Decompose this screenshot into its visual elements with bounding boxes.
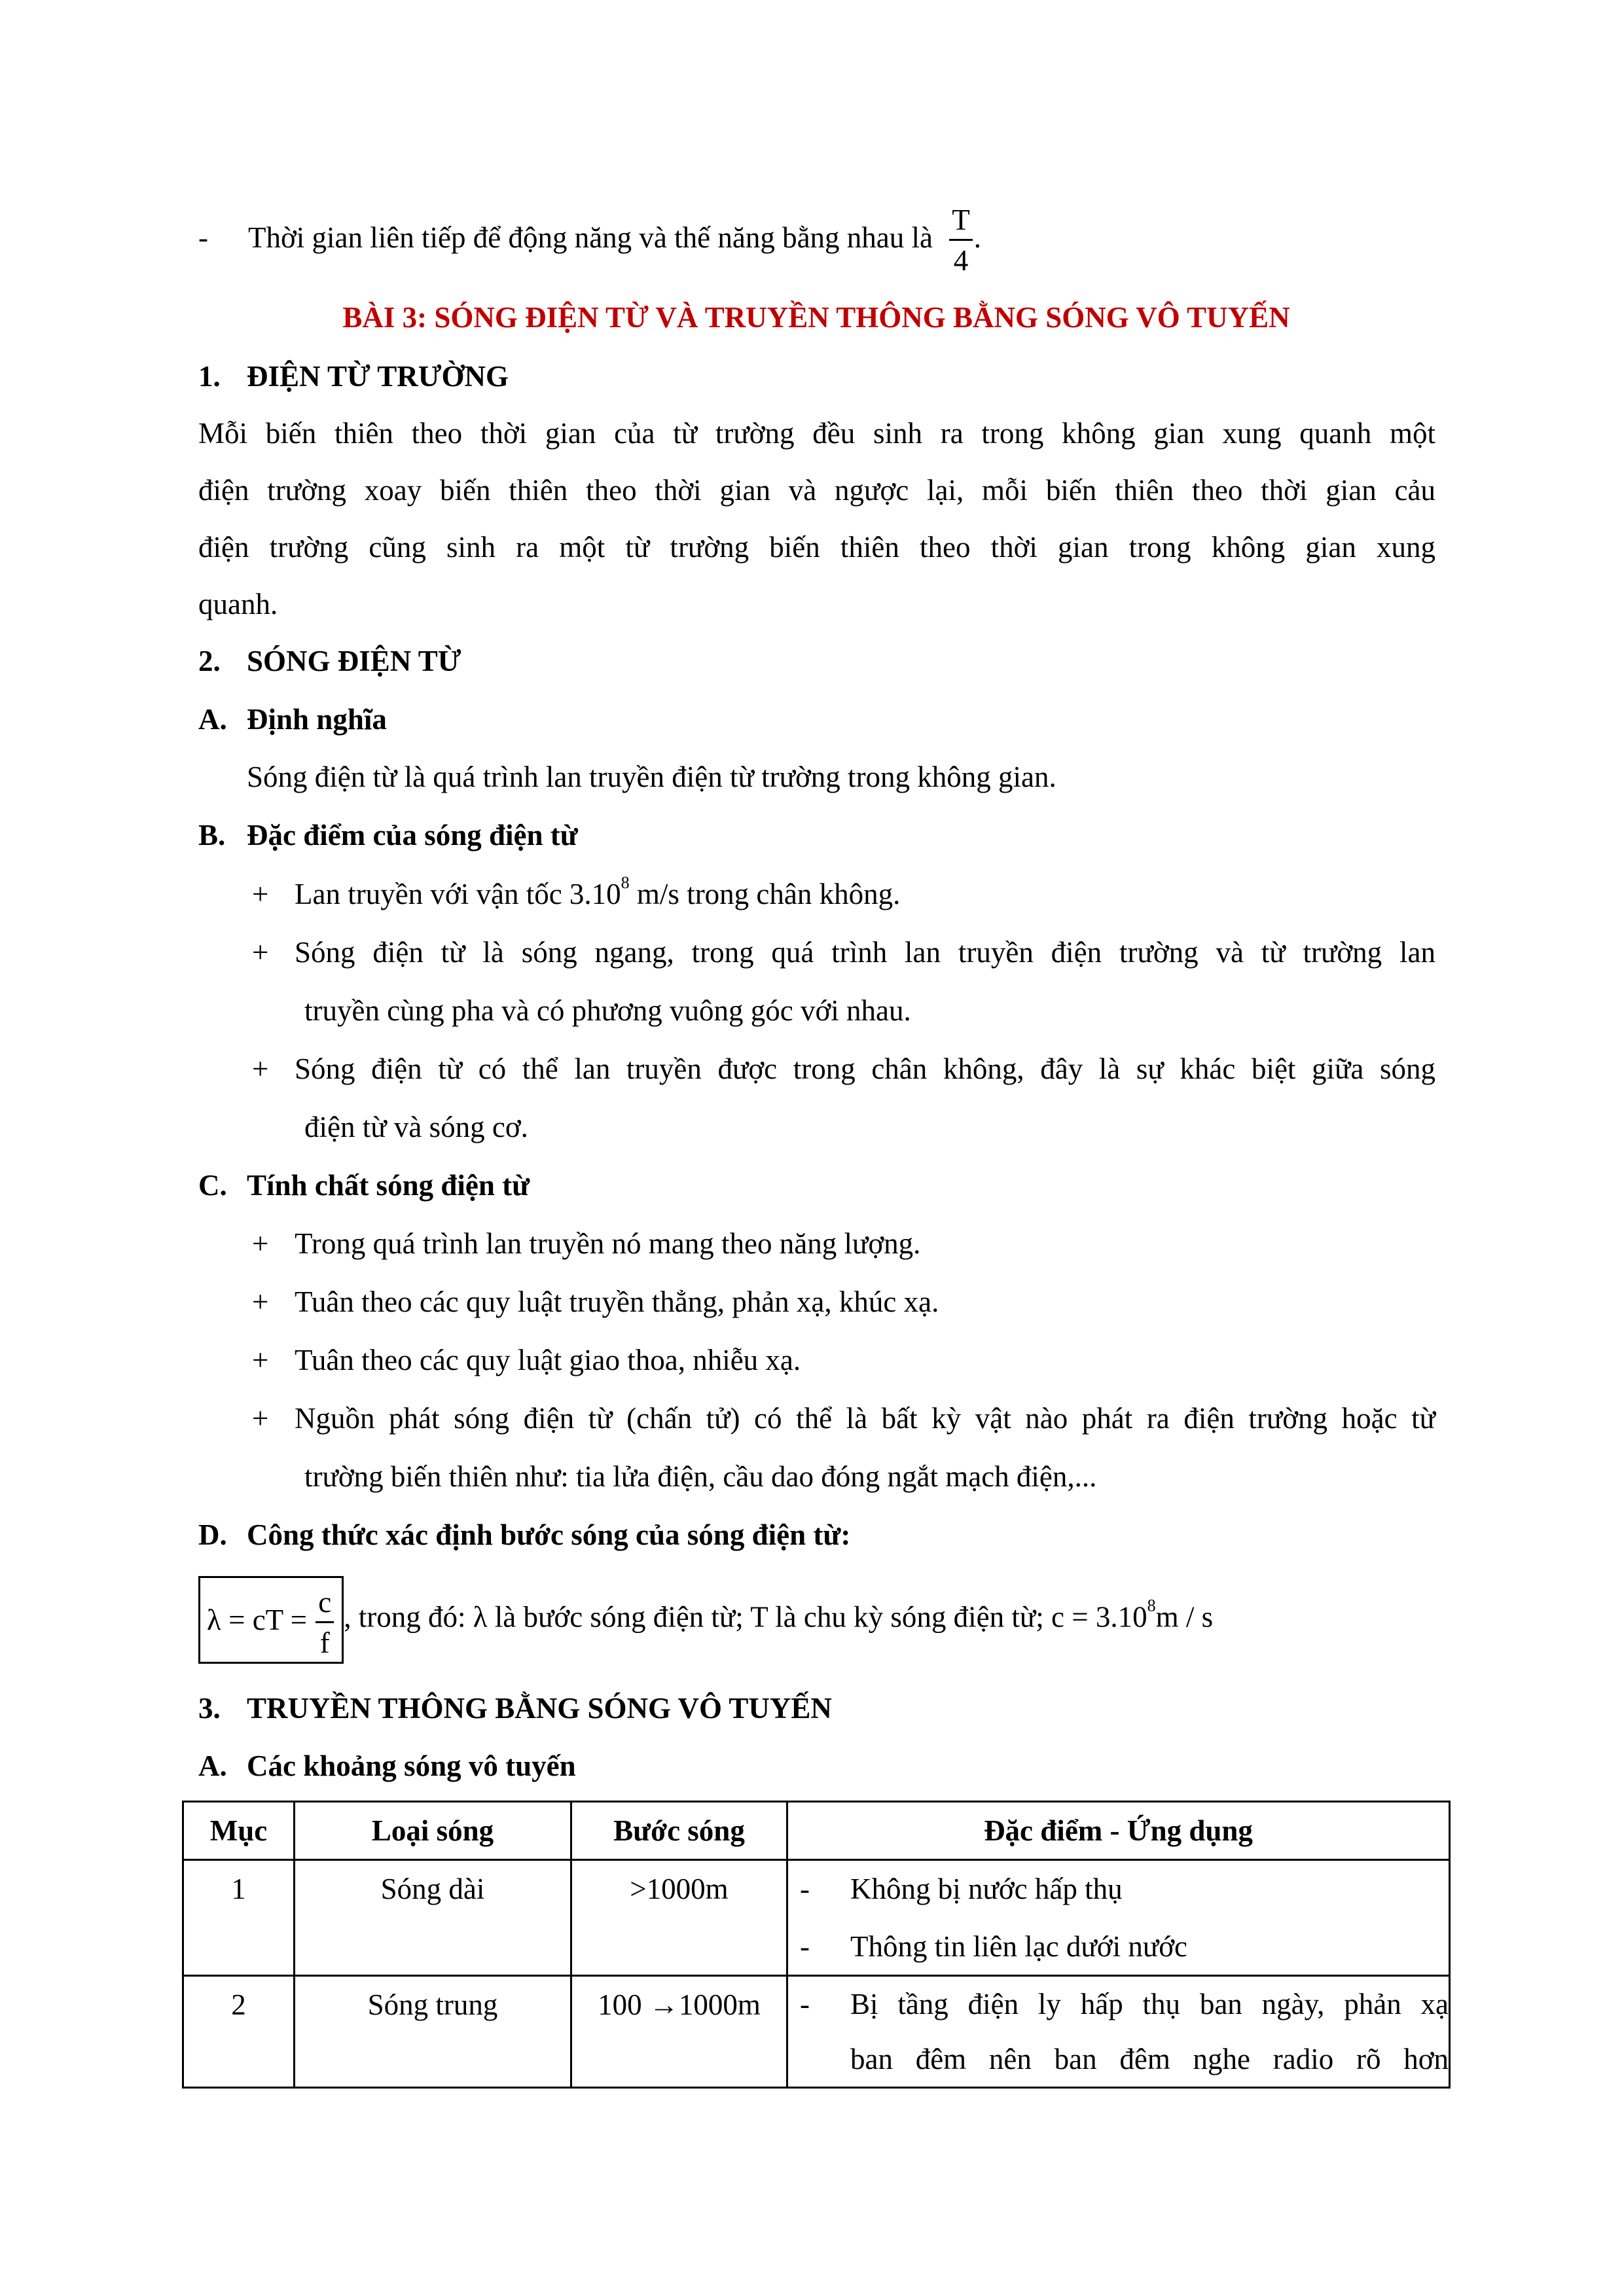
table-row — [183, 1860, 1450, 1976]
row1-muc: 1 — [183, 1860, 295, 1976]
dash-bullet: - — [800, 1873, 810, 1905]
s1-line-2: điện trường xoay biến thiên theo thời gian và ngược lại, mỗi biến thiên theo thời gian cảu — [198, 474, 1435, 507]
c-item-1-text: Trong quá trình lan truyền nó mang theo năng lượng. — [295, 1227, 921, 1260]
c-item-4-line-2: trường biến thiên như: tia lửa điện, cầu dao đóng ngắt mạch điện,... — [304, 1460, 1097, 1493]
list-item — [788, 1918, 1449, 1975]
dash-bullet: - — [800, 1988, 810, 2020]
row1-feature-1: Không bị nước hấp thụ — [850, 1873, 1123, 1905]
formula-fraction — [316, 1588, 334, 1658]
top-note-end: . — [973, 221, 982, 254]
plus-bullet: + — [252, 936, 269, 969]
section-2-title: SÓNG ĐIỆN TỪ — [247, 645, 461, 677]
subsection-3a-heading — [198, 1746, 576, 1785]
section-3-heading — [198, 1689, 832, 1728]
top-note-text: Thời gian liên tiếp để động năng và thế năng bằng nhau là — [248, 221, 933, 254]
formula-after-2: là bước sóng điện từ; T là chu kỳ sóng điện từ; — [487, 1600, 1052, 1634]
top-note-fraction — [949, 206, 973, 276]
section-3-title: TRUYỀN THÔNG BẰNG SÓNG VÔ TUYẾN — [247, 1692, 832, 1725]
subsection-2d-title: Công thức xác định bước sóng của sóng điện từ: — [247, 1518, 851, 1551]
plus-bullet: + — [252, 1285, 269, 1318]
b-item-1-post: m/s trong chân không. — [629, 878, 901, 910]
frac-numerator: T — [949, 206, 973, 241]
subsection-2c-title: Tính chất sóng điện từ — [247, 1169, 530, 1202]
subsection-2a-heading — [198, 700, 387, 739]
list-item — [788, 1861, 1449, 1917]
plus-bullet: + — [252, 1344, 269, 1376]
section-1-number: 1. — [198, 360, 221, 393]
definition-text: Sóng điện từ là quá trình lan truyền điện từ trường trong không gian. — [247, 761, 1056, 793]
b-item-3-line-1: Sóng điện từ có thể lan truyền được trong chân không, đây là sự khác biệt giữa sóng — [295, 1052, 1435, 1085]
header-loai-song: Loại sóng — [295, 1802, 571, 1860]
c-item-2-text: Tuân theo các quy luật truyền thẳng, phản xạ, khúc xạ. — [295, 1285, 939, 1318]
subsection-2b-title: Đặc điểm của sóng điện từ — [247, 819, 578, 852]
plus-bullet: + — [252, 878, 269, 910]
frac-denominator: 4 — [953, 244, 969, 278]
plus-bullet: + — [252, 1052, 269, 1085]
c-value-exp: 8 — [1147, 1596, 1156, 1615]
b-item-3-line-2: điện từ và sóng cơ. — [304, 1111, 528, 1143]
formula-numerator: c — [316, 1588, 334, 1623]
subsection-2c-label: C. — [198, 1169, 227, 1202]
header-dac-diem: Đặc điểm - Ứng dụng — [787, 1802, 1450, 1860]
subsection-2a-label: A. — [198, 703, 227, 736]
row2-loai: Sóng trung — [295, 1976, 571, 2088]
plus-bullet: + — [252, 1402, 269, 1435]
row2-feature-line-2: ban đêm nên ban đêm nghe radio rõ hơn — [850, 2043, 1449, 2075]
list-item-continuation — [788, 2032, 1449, 2087]
formula-denominator: f — [319, 1626, 330, 1660]
row2-features — [787, 1976, 1450, 2088]
header-muc: Mục — [183, 1802, 295, 1860]
table-header-row — [183, 1802, 1450, 1860]
s1-line-3: điện trường cũng sinh ra một từ trường biến thiên theo thời gian trong không gian xung — [198, 531, 1435, 564]
subsection-2b-heading — [198, 816, 578, 855]
top-note — [198, 202, 981, 276]
radio-wave-table — [182, 1801, 1451, 2089]
subsection-2c-heading — [198, 1166, 530, 1205]
row1-buoc: >1000m — [571, 1860, 787, 1976]
section-2-number: 2. — [198, 645, 221, 677]
formula-after-1: , trong đó: — [344, 1600, 473, 1634]
top-note-dash: - — [198, 221, 208, 254]
c-value-post: m / s — [1155, 1600, 1214, 1634]
formula-lambda: λ — [473, 1600, 488, 1634]
section-2-heading — [198, 641, 461, 681]
row2-feature-line-1: Bị tầng điện ly hấp thụ ban ngày, phản xạ — [850, 1988, 1449, 2020]
subsection-2d-heading — [198, 1515, 850, 1554]
s1-line-4: quanh. — [198, 588, 278, 620]
s1-line-1: Mỗi biến thiên theo thời gian của từ trường đều sinh ra trong không gian xung quanh một — [198, 417, 1435, 450]
header-buoc-song: Bước sóng — [571, 1802, 787, 1860]
row1-loai: Sóng dài — [295, 1860, 571, 1976]
lesson-title: BÀI 3: SÓNG ĐIỆN TỪ VÀ TRUYỀN THÔNG BẰNG SÓNG VÔ TUYẾN — [342, 301, 1290, 334]
dash-bullet: - — [800, 1930, 810, 1963]
b-item-1-pre: Lan truyền với vận tốc 3.10 — [295, 878, 621, 910]
subsection-2b-label: B. — [198, 819, 226, 852]
formula-left: λ = cT = — [207, 1604, 307, 1636]
wavelength-formula-line — [198, 1576, 1213, 1664]
plus-bullet: + — [252, 1227, 269, 1260]
section-1-heading — [198, 357, 509, 396]
c-item-4-line-1: Nguồn phát sóng điện từ (chấn tử) có thể là bất kỳ vật nào phát ra điện trường hoặc từ — [295, 1402, 1435, 1435]
subsection-2a-title: Định nghĩa — [247, 703, 387, 736]
table-row — [183, 1976, 1450, 2088]
row2-buoc: 100 →1000m — [571, 1976, 787, 2088]
row1-features — [787, 1860, 1450, 1976]
b-item-2-line-2: truyền cùng pha và có phương vuông góc với nhau. — [304, 994, 911, 1027]
b-item-1-exp: 8 — [621, 873, 630, 892]
c-item-3-text: Tuân theo các quy luật giao thoa, nhiễu xạ. — [295, 1344, 801, 1376]
c-value-pre: c = 3.10 — [1051, 1600, 1147, 1634]
b-item-2-line-1: Sóng điện từ là sóng ngang, trong quá trình lan truyền điện trường và từ trường lan — [295, 936, 1435, 969]
wavelength-formula-box — [198, 1576, 344, 1664]
row1-feature-2: Thông tin liên lạc dưới nước — [850, 1930, 1188, 1963]
subsection-3a-label: A. — [198, 1749, 227, 1782]
row2-muc: 2 — [183, 1976, 295, 2088]
subsection-2d-label: D. — [198, 1518, 227, 1551]
section-3-number: 3. — [198, 1692, 221, 1725]
section-1-title: ĐIỆN TỪ TRƯỜNG — [247, 360, 509, 393]
subsection-3a-title: Các khoảng sóng vô tuyến — [247, 1749, 576, 1782]
list-item — [788, 1977, 1449, 2032]
